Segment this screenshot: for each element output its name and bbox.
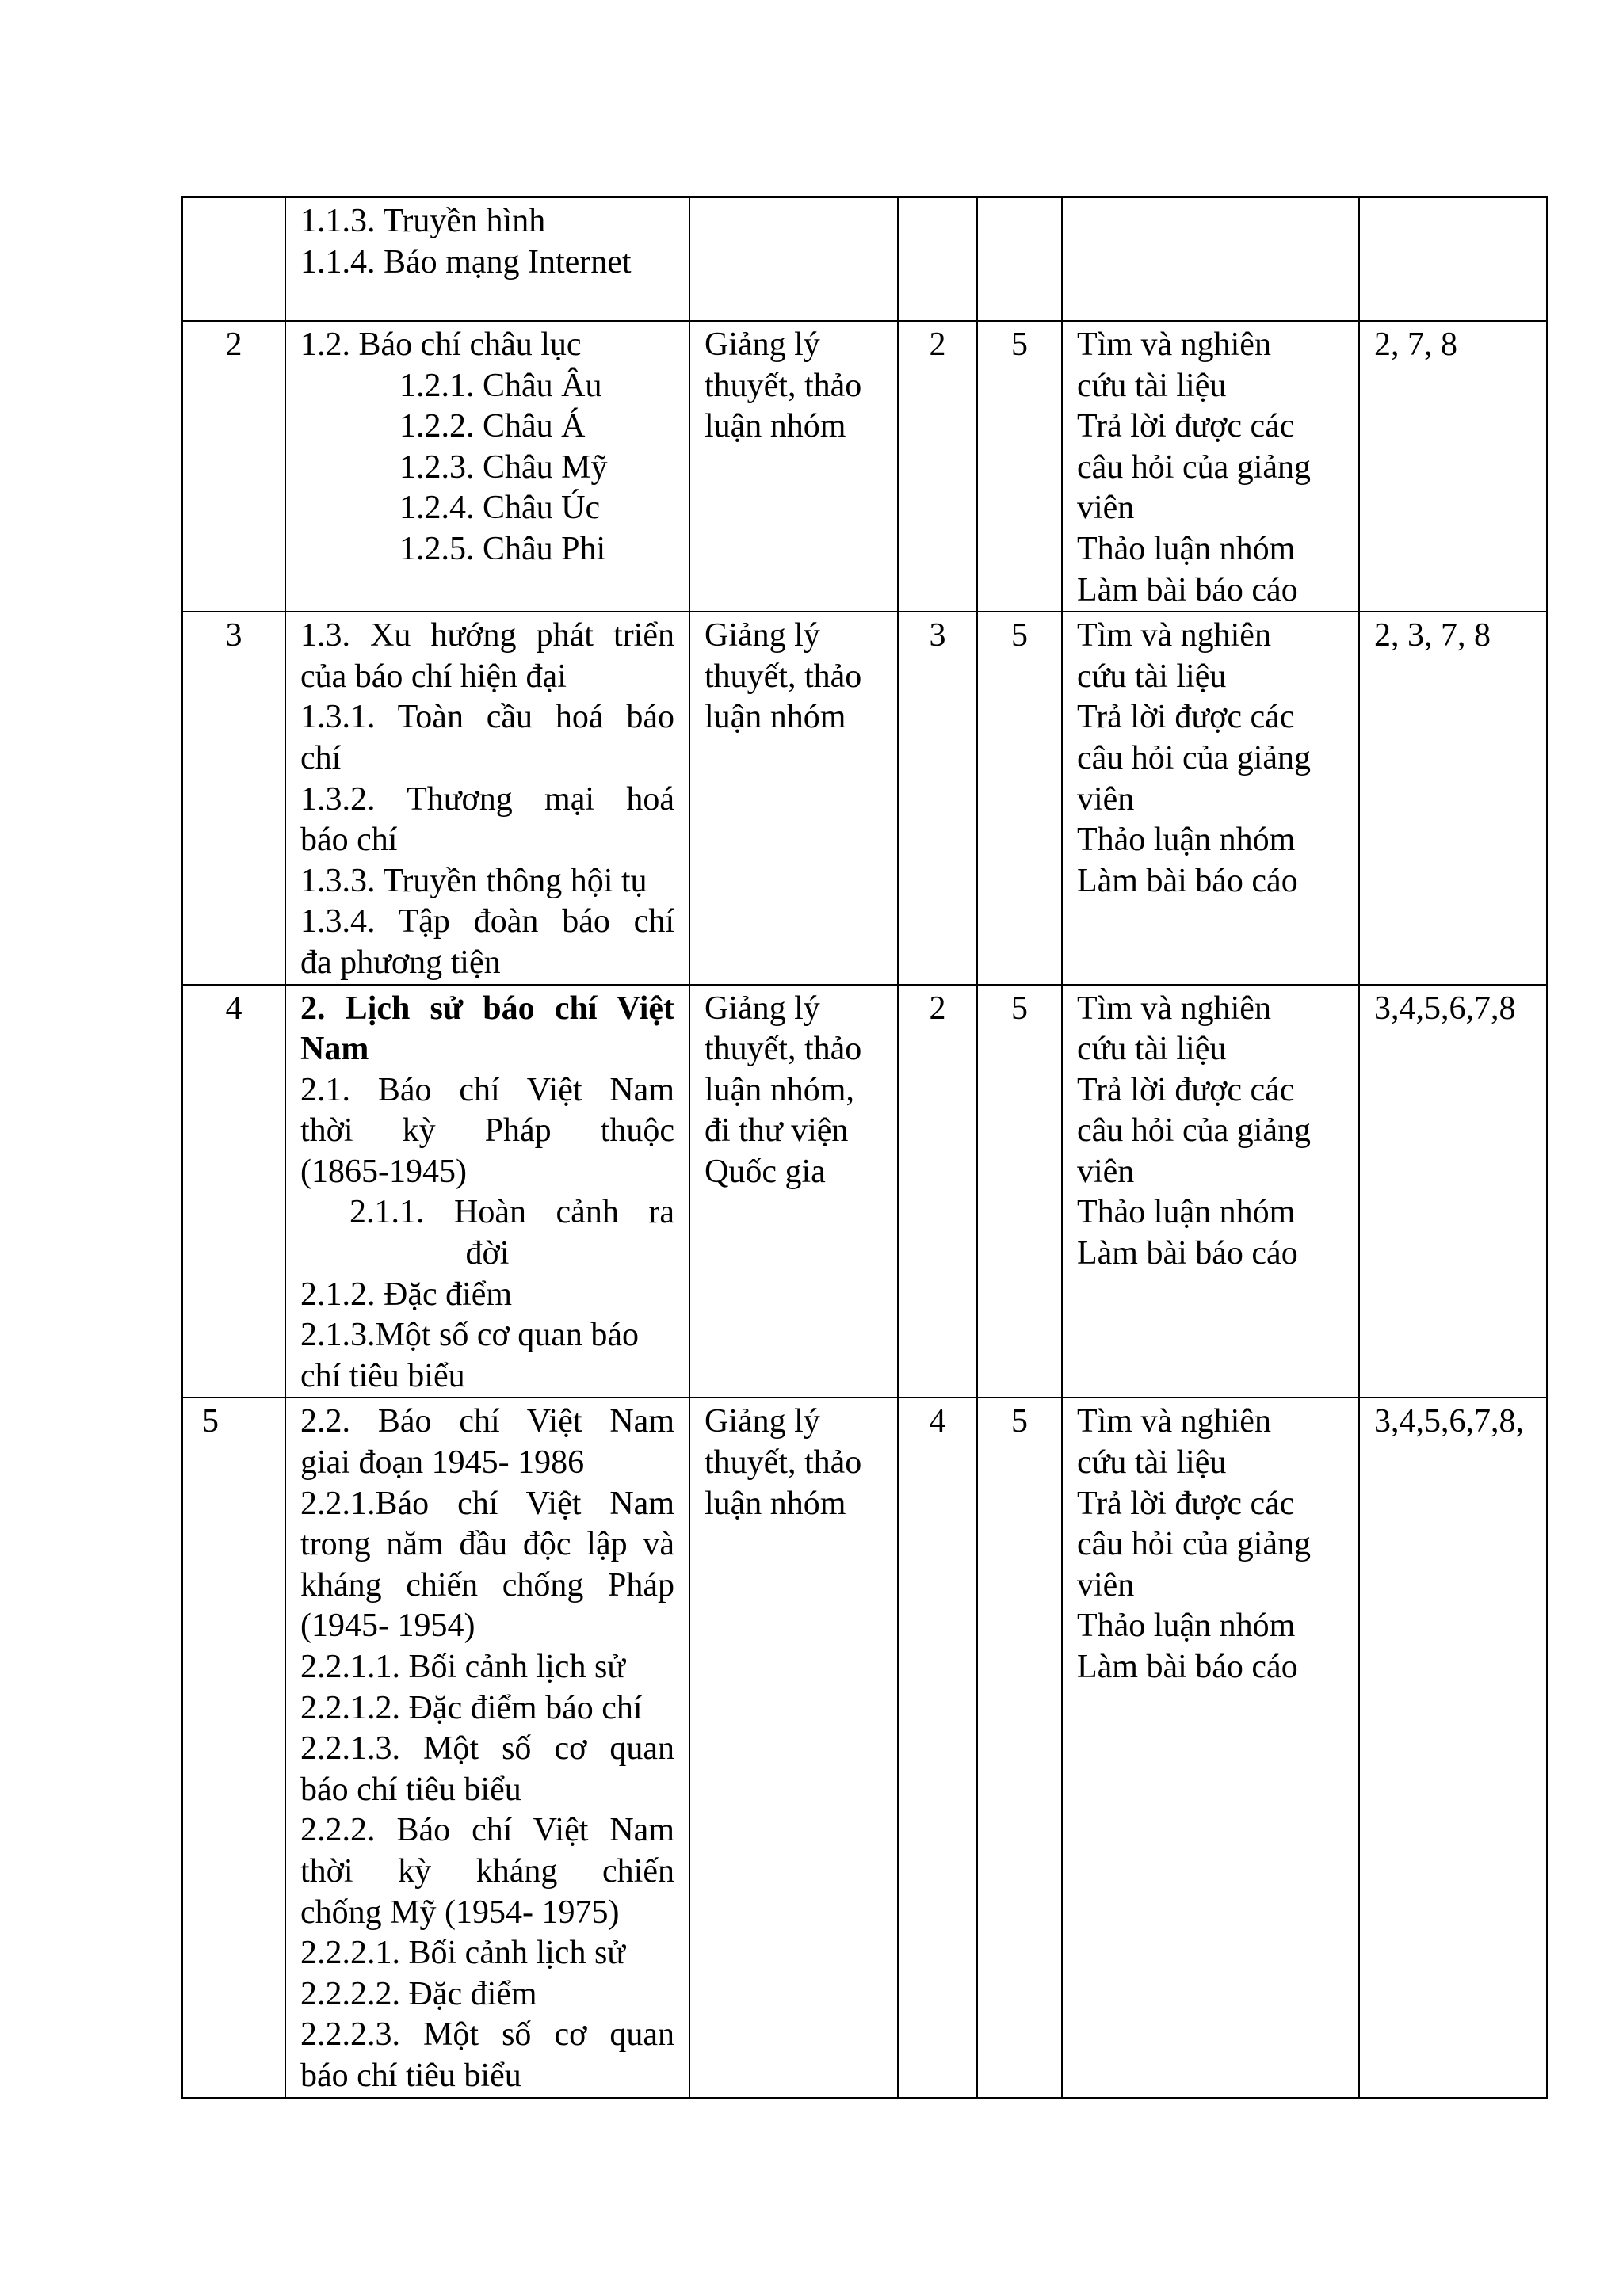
hours-cell: 2	[898, 985, 977, 1398]
syllabus-table	[181, 196, 1548, 2099]
hours-cell	[977, 197, 1062, 321]
table-row	[182, 1398, 1547, 2097]
student-tasks-cell	[1062, 197, 1359, 321]
references-cell	[1359, 197, 1547, 321]
table-row	[182, 612, 1547, 984]
hours-cell: 3	[898, 612, 977, 984]
method-cell: Giảng lý thuyết, thảo luận nhóm	[689, 1398, 898, 2097]
table-row	[182, 321, 1547, 612]
student-tasks-cell: Tìm và nghiên cứu tài liệu Trả lời được các câu hỏi của giảng viên Thảo luận nhóm Làm bài báo cáo	[1062, 612, 1359, 984]
hours-cell: 5	[977, 985, 1062, 1398]
hours-cell: 2	[898, 321, 977, 612]
hours-cell	[898, 197, 977, 321]
method-cell: Giảng lý thuyết, thảo luận nhóm, đi thư viện Quốc gia	[689, 985, 898, 1398]
references-cell: 3,4,5,6,7,8,	[1359, 1398, 1547, 2097]
references-cell: 3,4,5,6,7,8	[1359, 985, 1547, 1398]
hours-cell: 5	[977, 612, 1062, 984]
session-number-cell: 2	[182, 321, 285, 612]
session-number-cell: 4	[182, 985, 285, 1398]
method-cell	[689, 197, 898, 321]
hours-cell: 5	[977, 321, 1062, 612]
references-cell: 2, 7, 8	[1359, 321, 1547, 612]
content-cell: 1.1.3. Truyền hình 1.1.4. Báo mạng Internet	[285, 197, 689, 321]
session-number-cell: 3	[182, 612, 285, 984]
student-tasks-cell: Tìm và nghiên cứu tài liệu Trả lời được các câu hỏi của giảng viên Thảo luận nhóm Làm bài báo cáo	[1062, 1398, 1359, 2097]
student-tasks-cell: Tìm và nghiên cứu tài liệu Trả lời được các câu hỏi của giảng viên Thảo luận nhóm Làm bài báo cáo	[1062, 321, 1359, 612]
content-cell: 2. Lịch sử báo chí Việt Nam 2.1. Báo chí Việt Nam thời kỳ Pháp thuộc (1865-1945) 2.1.1. Hoàn cảnh ra đời 2.1.2. Đặc điểm 2.1.3.Một số cơ quan báo chí tiêu biểu	[285, 985, 689, 1398]
hours-cell: 4	[898, 1398, 977, 2097]
session-number-cell: 5	[182, 1398, 285, 2097]
student-tasks-cell: Tìm và nghiên cứu tài liệu Trả lời được các câu hỏi của giảng viên Thảo luận nhóm Làm bài báo cáo	[1062, 985, 1359, 1398]
content-cell: 1.3. Xu hướng phát triển của báo chí hiện đại 1.3.1. Toàn cầu hoá báo chí 1.3.2. Thương mại hoá báo chí 1.3.3. Truyền thông hội tụ 1.3.4. Tập đoàn báo chí đa phương tiện	[285, 612, 689, 984]
references-cell: 2, 3, 7, 8	[1359, 612, 1547, 984]
method-cell: Giảng lý thuyết, thảo luận nhóm	[689, 612, 898, 984]
session-number-cell	[182, 197, 285, 321]
hours-cell: 5	[977, 1398, 1062, 2097]
table-row	[182, 985, 1547, 1398]
method-cell: Giảng lý thuyết, thảo luận nhóm	[689, 321, 898, 612]
content-cell: 1.2. Báo chí châu lục 1.2.1. Châu Âu 1.2.2. Châu Á 1.2.3. Châu Mỹ 1.2.4. Châu Úc 1.2.5. Châu Phi	[285, 321, 689, 612]
table-row	[182, 197, 1547, 321]
content-cell: 2.2. Báo chí Việt Nam giai đoạn 1945- 1986 2.2.1.Báo chí Việt Nam trong năm đầu độc lập và kháng chiến chống Pháp (1945- 1954) 2.2.1.1. Bối cảnh lịch sử 2.2.1.2. Đặc điểm báo chí 2.2.1.3. Một số cơ quan báo chí tiêu biểu 2.2.2. Báo chí Việt Nam thời kỳ kháng chiến chống Mỹ (1954- 1975) 2.2.2.1. Bối cảnh lịch sử 2.2.2.2. Đặc điểm 2.2.2.3. Một số cơ quan báo chí tiêu biểu	[285, 1398, 689, 2097]
